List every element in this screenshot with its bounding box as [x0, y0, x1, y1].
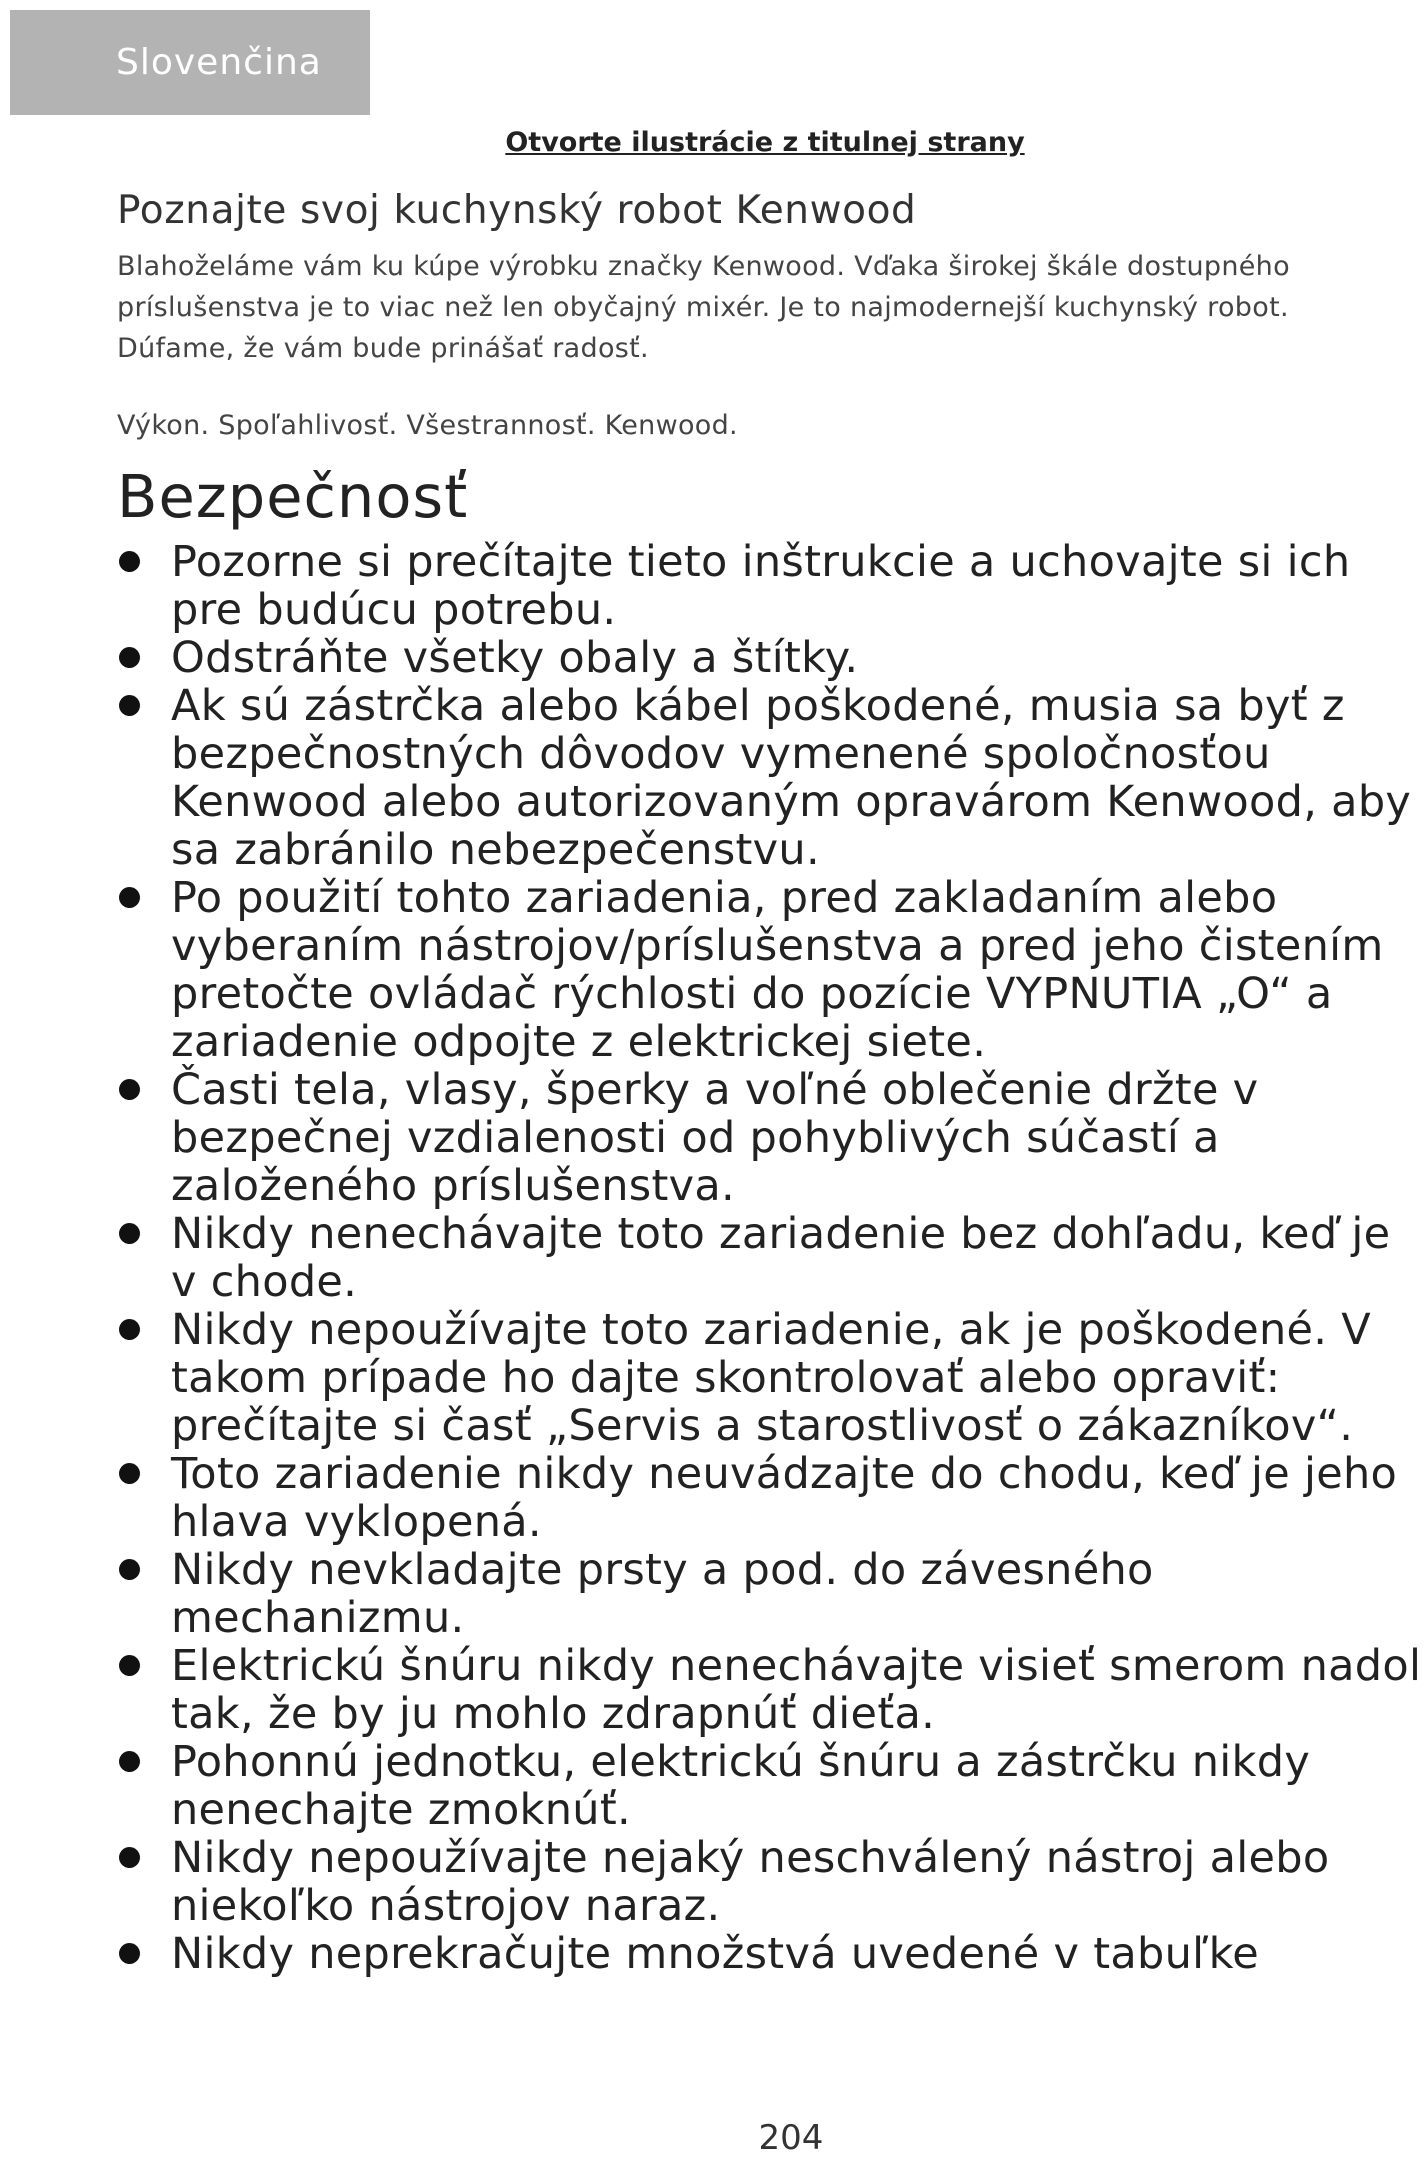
safety-item: [117, 634, 1422, 682]
safety-item-text: Elektrickú šnúru nikdy nenechávajte visieť smerom nadol tak, že by ju mohlo zdrapnúť dieťa.: [171, 1641, 1422, 1739]
safety-item-text: Nikdy nepoužívajte toto zariadenie, ak je poškodené. V takom prípade ho dajte skontrolovať alebo opraviť: prečítajte si časť „Servis a starostlivosť o zákazníkov“.: [171, 1305, 1371, 1451]
bullet-icon: [119, 1079, 140, 1100]
safety-item-text: Nikdy nevkladajte prsty a pod. do závesného mechanizmu.: [171, 1545, 1154, 1643]
safety-item: [117, 538, 1422, 634]
safety-item: [117, 682, 1422, 874]
bullet-icon: [119, 887, 140, 908]
safety-item-text: Pohonnú jednotku, elektrickú šnúru a zástrčku nikdy nenechajte zmoknúť.: [171, 1737, 1311, 1835]
bullet-icon: [119, 1655, 140, 1676]
intro-paragraph-text: Blahoželáme vám ku kúpe výrobku značky Kenwood. Vďaka širokej škále dostupného príslušenstva je to viac než len obyčajný mixér. Je to najmodernejší kuchynský robot. Dúfame, že vám bude prinášať radosť.: [117, 251, 1290, 364]
safety-item: [117, 1930, 1422, 1978]
safety-item-text: Pozorne si prečítajte tieto inštrukcie a uchovajte si ich pre budúcu potrebu.: [171, 537, 1351, 635]
bullet-icon: [119, 1559, 140, 1580]
safety-item-text: Toto zariadenie nikdy neuvádzajte do chodu, keď je jeho hlava vyklopená.: [171, 1449, 1398, 1547]
tagline: Výkon. Spoľahlivosť. Všestrannosť. Kenwood.: [117, 410, 738, 441]
safety-item: [117, 1306, 1422, 1450]
safety-item: [117, 1738, 1422, 1834]
safety-item-text: Po použití tohto zariadenia, pred zakladaním alebo vyberaním nástrojov/príslušenstva a pred jeho čistením pretočte ovládač rýchlosti do pozície VYPNUTIA „O“ a zariadenie odpojte z elektrickej siete.: [171, 873, 1384, 1067]
safety-item: [117, 1450, 1422, 1546]
safety-item: [117, 874, 1422, 1066]
bullet-icon: [119, 1223, 140, 1244]
bullet-icon: [119, 1943, 140, 1964]
safety-item-text: Ak sú zástrčka alebo kábel poškodené, musia sa byť z bezpečnostných dôvodov vymenené spoločnosťou Kenwood alebo autorizovaným opravárom Kenwood, aby sa zabránilo nebezpečenstvu.: [171, 681, 1412, 875]
safety-list: [117, 538, 1422, 1978]
safety-item: [117, 1210, 1422, 1306]
safety-item: [117, 1834, 1422, 1930]
safety-item-text: Časti tela, vlasy, šperky a voľné oblečenie držte v bezpečnej vzdialenosti od pohyblivých súčastí a založeného príslušenstva.: [171, 1065, 1259, 1211]
bullet-icon: [119, 1463, 140, 1484]
safety-item: [117, 1546, 1422, 1642]
safety-item: [117, 1642, 1422, 1738]
open-illustrations-note: Otvorte ilustrácie z titulnej strany: [505, 127, 1025, 158]
safety-item-text: Odstráňte všetky obaly a štítky.: [171, 633, 859, 683]
bullet-icon: [119, 1319, 140, 1340]
safety-item-text: Nikdy nenechávajte toto zariadenie bez dohľadu, keď je v chode.: [171, 1209, 1391, 1307]
bullet-icon: [119, 647, 140, 668]
safety-item-text: Nikdy nepoužívajte nejaký neschválený nástroj alebo niekoľko nástrojov naraz.: [171, 1833, 1330, 1931]
intro-title: Poznajte svoj kuchynský robot Kenwood: [117, 188, 917, 233]
bullet-icon: [119, 1847, 140, 1868]
bullet-icon: [119, 1751, 140, 1772]
safety-item-text: Nikdy neprekračujte množstvá uvedené v tabuľke: [171, 1929, 1260, 1979]
safety-item: [117, 1066, 1422, 1210]
bullet-icon: [119, 695, 140, 716]
bullet-icon: [119, 551, 140, 572]
page-number: 204: [758, 2118, 824, 2158]
intro-paragraph: [117, 246, 1387, 369]
safety-title: Bezpečnosť: [117, 462, 469, 531]
language-tab: Slovenčina: [10, 10, 370, 115]
